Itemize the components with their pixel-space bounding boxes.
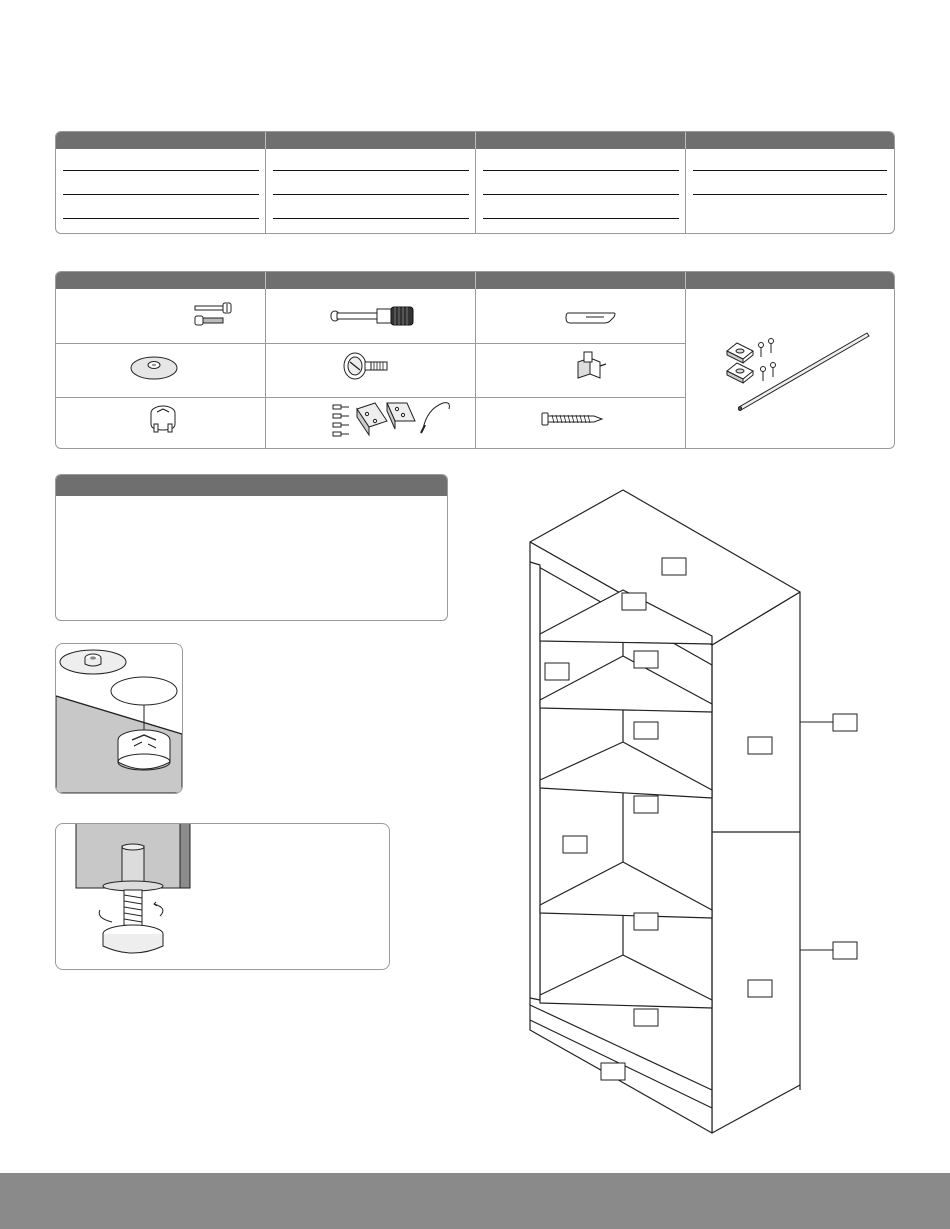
shelf-clip-icon <box>564 310 618 326</box>
blank-line <box>483 194 679 195</box>
leveler-screw-detail <box>55 823 390 970</box>
wall-anchor-kit-icon <box>331 399 455 441</box>
blank-line <box>273 170 469 171</box>
leveler-screw-detail-icon <box>56 824 389 969</box>
blank-line <box>63 194 259 195</box>
part-label-box <box>748 980 772 997</box>
part-label-box <box>634 796 658 813</box>
cam-lock-icon <box>146 402 180 436</box>
part-label-box <box>748 737 772 754</box>
part-label-box <box>634 1009 658 1026</box>
notes-panel <box>55 474 448 621</box>
bracket-icon <box>574 350 608 382</box>
blank-line <box>483 218 679 219</box>
notes-header <box>56 475 447 496</box>
bookshelf-icon <box>520 485 870 1135</box>
part-label-box <box>601 1063 625 1080</box>
part-label-box <box>833 714 857 731</box>
wall-strap-kit-icon <box>723 327 873 417</box>
blank-line <box>273 218 469 219</box>
part-label-box <box>662 558 686 575</box>
cam-screw-icon <box>341 350 391 382</box>
leveler-disc-icon <box>129 351 179 381</box>
blank-line <box>693 194 887 195</box>
part-label-box <box>634 913 658 930</box>
blank-line <box>63 218 259 219</box>
cam-bolt-pair-icon <box>191 302 236 328</box>
part-label-box <box>634 651 658 668</box>
blank-line <box>693 170 887 171</box>
part-label-box <box>634 722 658 739</box>
leveler-cam-detail <box>55 643 183 794</box>
part-label-box <box>622 593 646 610</box>
wood-screw-icon <box>540 410 604 428</box>
blank-line <box>273 194 469 195</box>
part-label-box <box>545 663 569 680</box>
footer-bar <box>0 1173 950 1229</box>
blank-line <box>63 170 259 171</box>
part-label-box <box>563 836 587 853</box>
dowel-screw-icon <box>329 304 419 328</box>
leveler-cam-detail-icon <box>56 644 182 793</box>
blank-line <box>483 170 679 171</box>
hardware-panel <box>55 271 895 449</box>
part-label-box <box>833 942 857 959</box>
parts-list-panel <box>55 131 895 234</box>
bookshelf-diagram <box>520 485 870 1135</box>
